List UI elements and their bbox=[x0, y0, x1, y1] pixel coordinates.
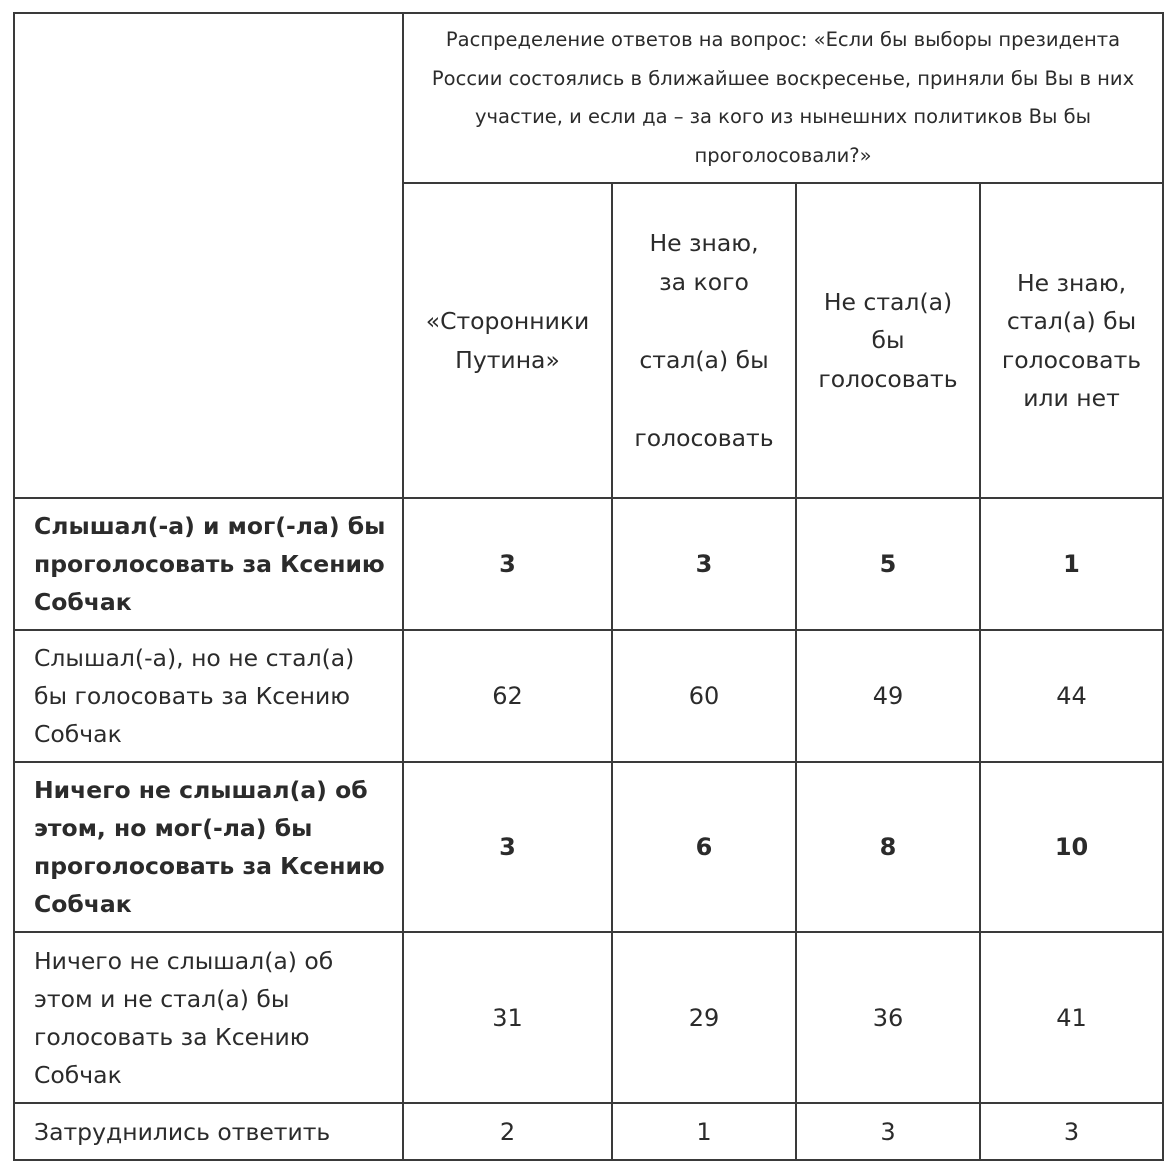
table-row bbox=[14, 1103, 1163, 1160]
row-label: Слышал(-а) и мог(-ла) бы проголосовать за Ксению Собчак bbox=[14, 498, 403, 630]
data-cell: 1 bbox=[612, 1103, 796, 1160]
column-header: «Сторонники Путина» bbox=[403, 183, 612, 498]
row-label: Затруднились ответить bbox=[14, 1103, 403, 1160]
empty-corner-cell bbox=[14, 13, 403, 498]
data-cell: 60 bbox=[612, 630, 796, 762]
data-cell: 2 bbox=[403, 1103, 612, 1160]
row-label: Слышал(-а), но не стал(а) бы голосовать за Ксению Собчак bbox=[14, 630, 403, 762]
data-cell: 3 bbox=[796, 1103, 980, 1160]
data-cell: 3 bbox=[980, 1103, 1163, 1160]
column-header: Не знаю, стал(а) бы голосовать или нет bbox=[980, 183, 1163, 498]
column-header: Не стал(а) бы голосовать bbox=[796, 183, 980, 498]
table-row bbox=[14, 630, 1163, 762]
question-text: Распределение ответов на вопрос: «Если бы выборы президента России состоялись в ближайшее воскресенье, приняли бы Вы в них участие, и если да – за кого из нынешних политиков Вы бы проголосовали?» bbox=[403, 13, 1163, 183]
row-label: Ничего не слышал(а) об этом и не стал(а) бы голосовать за Ксению Собчак bbox=[14, 932, 403, 1103]
data-cell: 6 bbox=[612, 762, 796, 932]
data-cell: 49 bbox=[796, 630, 980, 762]
data-cell: 3 bbox=[403, 762, 612, 932]
data-cell: 62 bbox=[403, 630, 612, 762]
table-row bbox=[14, 932, 1163, 1103]
data-cell: 1 bbox=[980, 498, 1163, 630]
data-cell: 3 bbox=[403, 498, 612, 630]
question-header-row bbox=[14, 13, 1163, 183]
survey-table bbox=[13, 12, 1164, 1161]
data-cell: 29 bbox=[612, 932, 796, 1103]
data-cell: 41 bbox=[980, 932, 1163, 1103]
data-cell: 31 bbox=[403, 932, 612, 1103]
table-row bbox=[14, 498, 1163, 630]
row-label: Ничего не слышал(а) об этом, но мог(-ла) бы проголосовать за Ксению Собчак bbox=[14, 762, 403, 932]
data-cell: 3 bbox=[612, 498, 796, 630]
data-cell: 8 bbox=[796, 762, 980, 932]
data-cell: 44 bbox=[980, 630, 1163, 762]
table-row bbox=[14, 762, 1163, 932]
column-header: Не знаю, за кого стал(а) бы голосовать bbox=[612, 183, 796, 498]
data-cell: 5 bbox=[796, 498, 980, 630]
data-cell: 10 bbox=[980, 762, 1163, 932]
data-cell: 36 bbox=[796, 932, 980, 1103]
